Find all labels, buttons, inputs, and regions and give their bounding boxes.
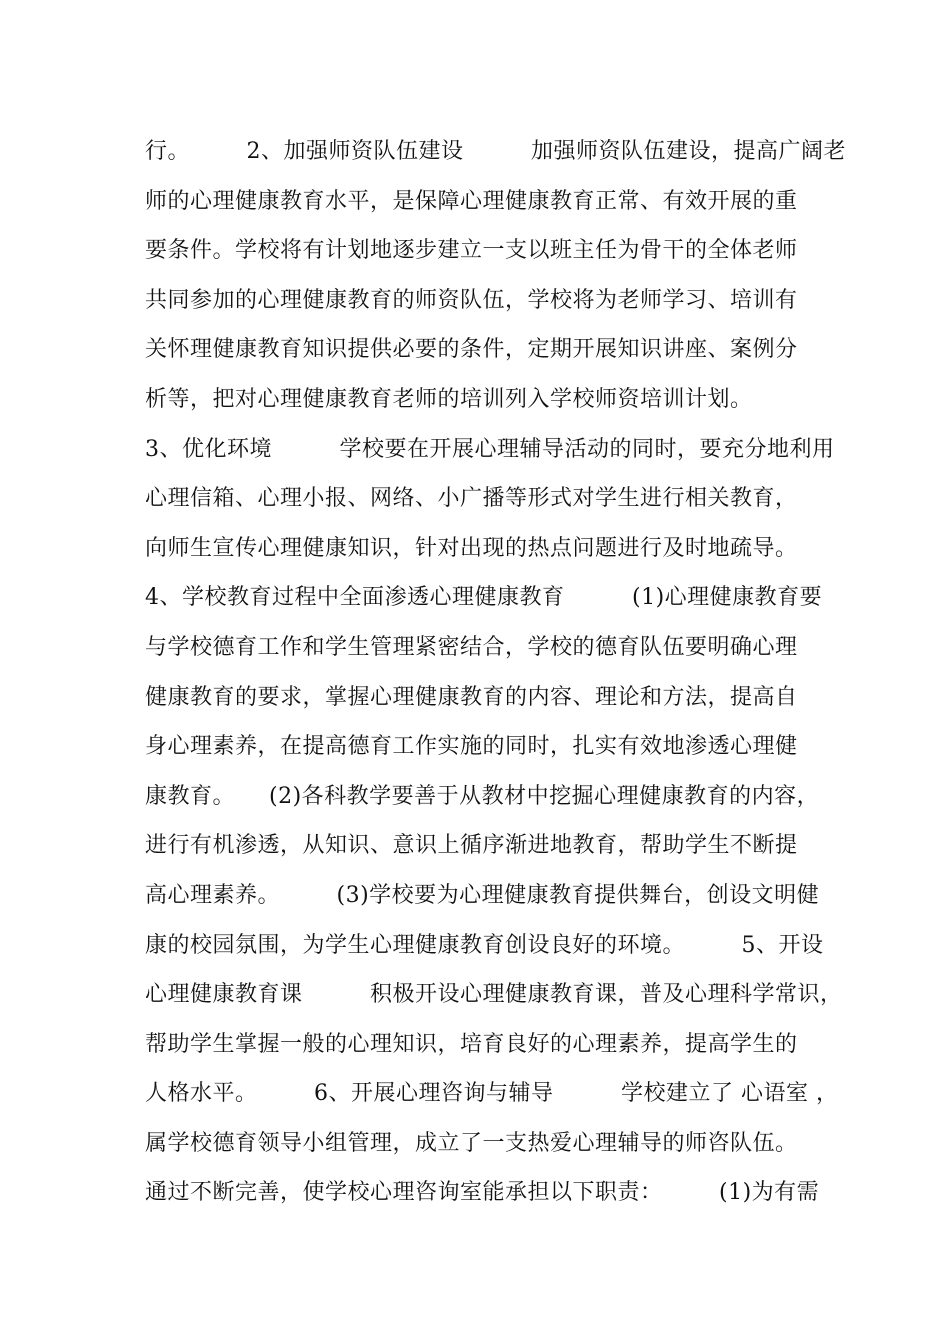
text-line: 行。 2、加强师资队伍建设 加强师资队伍建设，提高广阔老 xyxy=(145,139,846,164)
text-line: 师的心理健康教育水平，是保障心理健康教育正常、有效开展的重 xyxy=(145,188,798,214)
text-line: 进行有机渗透，从知识、意识上循序渐进地教育，帮助学生不断提 xyxy=(145,833,798,859)
text-line: 心理健康教育课 积极开设心理健康教育课，普及心理科学常识， xyxy=(145,982,843,1008)
text-line: 心理信箱、心理小报、网络、小广播等形式对学生进行相关教育， xyxy=(145,486,798,512)
text-line: 析等，把对心理健康教育老师的培训列入学校师资培训计划。 xyxy=(145,386,753,412)
text-line: 属学校德育领导小组管理，成立了一支热爱心理辅导的师咨队伍。 xyxy=(145,1130,798,1156)
text-line: 康的校园氛围，为学生心理健康教育创设良好的环境。 5、开设 xyxy=(145,932,824,958)
text-line: 身心理素养，在提高德育工作实施的同时，扎实有效地渗透心理健 xyxy=(145,734,798,760)
text-line: 康教育。 (2)各科教学要善于从教材中挖掘心理健康教育的内容， xyxy=(145,783,820,809)
body-text xyxy=(145,132,846,1223)
text-line: 帮助学生掌握一般的心理知识，培育良好的心理素养，提高学生的 xyxy=(145,1031,798,1057)
text-line: 3、优化环境 学校要在开展心理辅导活动的同时，要充分地利用 xyxy=(145,436,835,462)
text-line: 向师生宣传心理健康知识，针对出现的热点问题进行及时地疏导。 xyxy=(145,535,798,561)
text-line: 通过不断完善，使学校心理咨询室能承担以下职责： (1)为有需 xyxy=(145,1180,820,1206)
text-line: 人格水平。 6、开展心理咨询与辅导 学校建立了 心语室 ， xyxy=(145,1081,839,1107)
text-line: 与学校德育工作和学生管理紧密结合，学校的德育队伍要明确心理 xyxy=(145,634,798,660)
text-line: 4、学校教育过程中全面渗透心理健康教育 (1)心理健康教育要 xyxy=(145,585,823,611)
text-line: 要条件。学校将有计划地逐步建立一支以班主任为骨干的全体老师 xyxy=(145,238,798,264)
text-line: 共同参加的心理健康教育的师资队伍，学校将为老师学习、培训有 xyxy=(145,287,798,313)
text-line: 关怀理健康教育知识提供必要的条件，定期开展知识讲座、案例分 xyxy=(145,337,798,363)
text-line: 高心理素养。 (3)学校要为心理健康教育提供舞台，创设文明健 xyxy=(145,882,820,908)
text-line: 健康教育的要求，掌握心理健康教育的内容、理论和方法，提高自 xyxy=(145,684,798,710)
